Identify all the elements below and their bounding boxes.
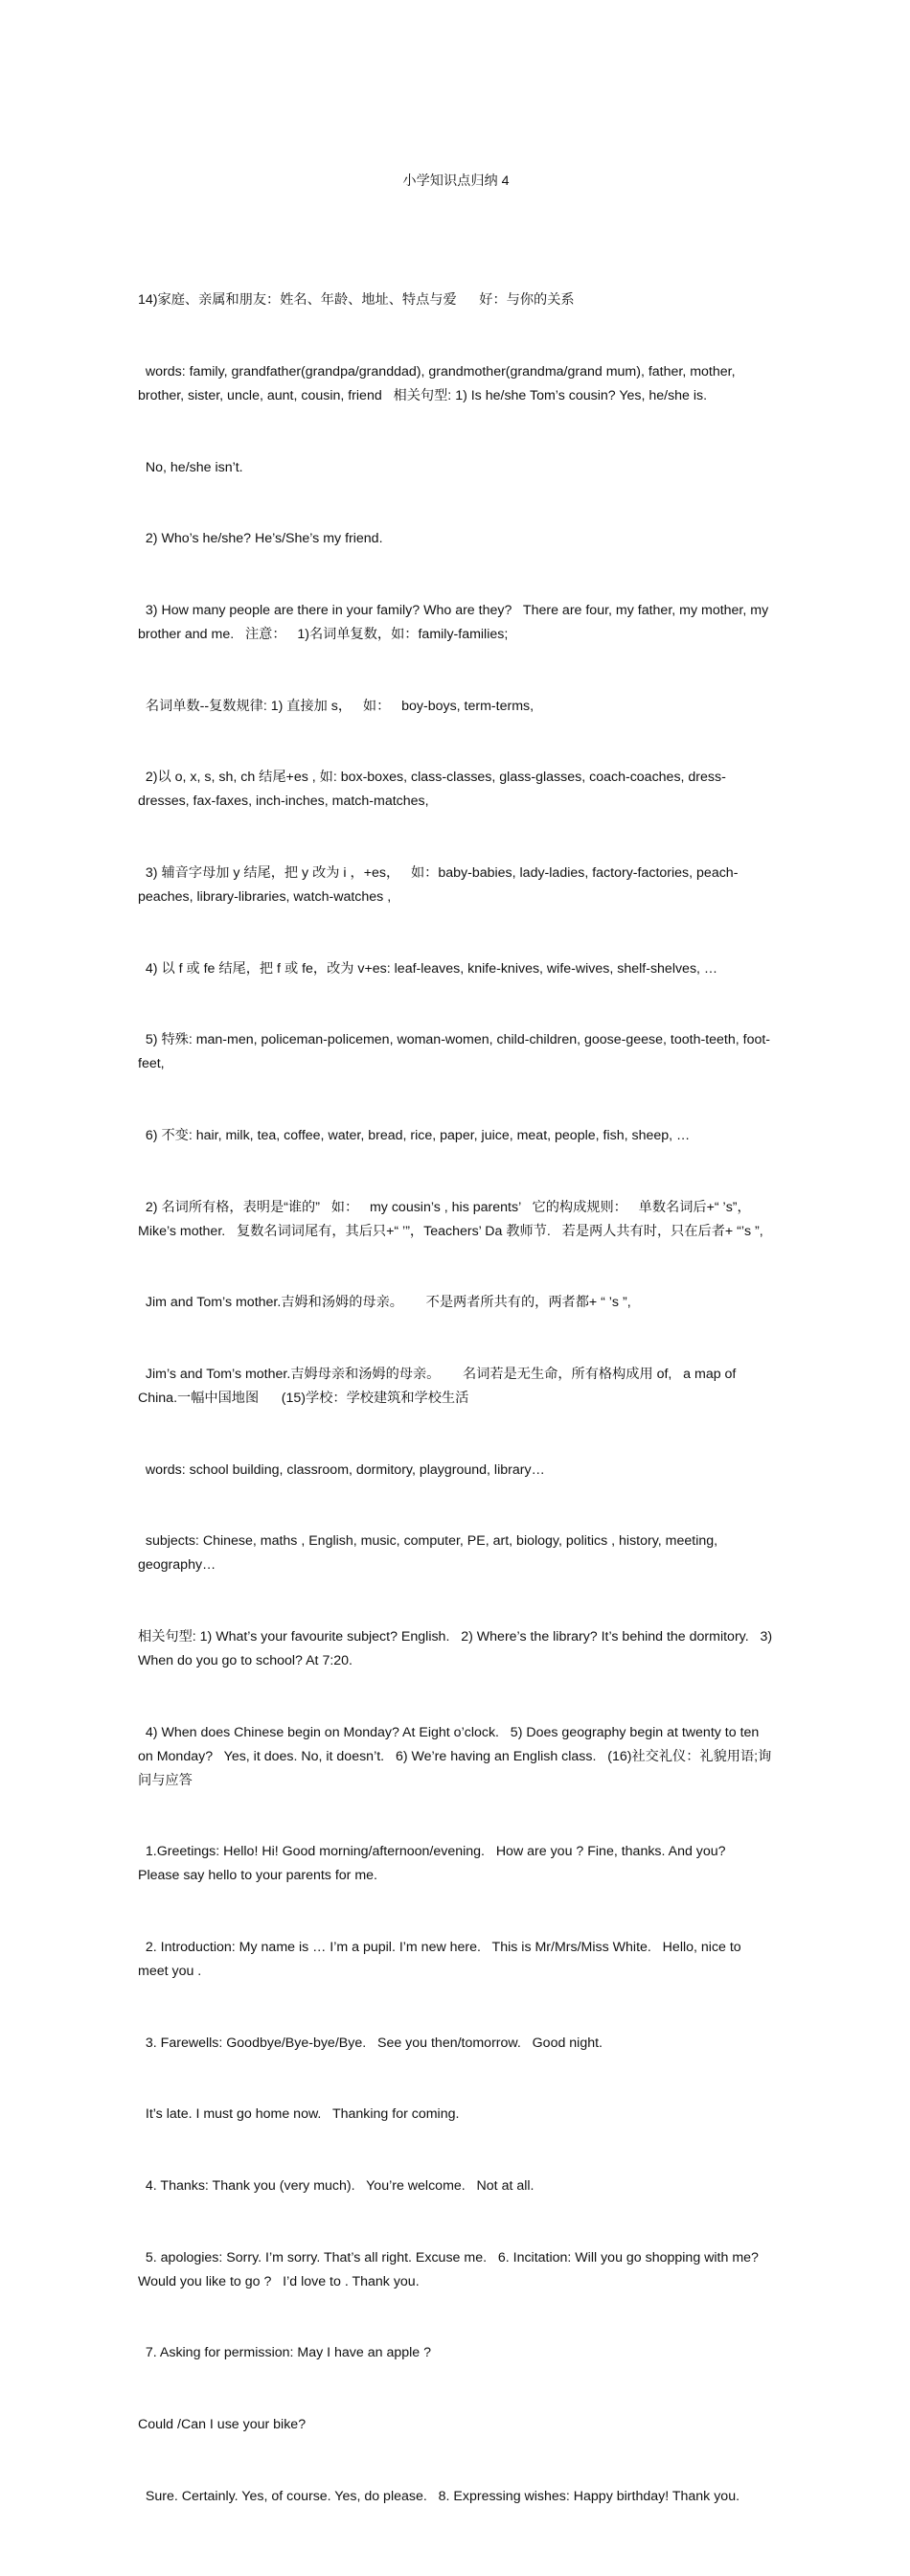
paragraph: 4) 以 f 或 fe 结尾，把 f 或 fe，改为 v+es: leaf-leaves, knife-knives, wife-wives, shelf-shelves, …: [138, 960, 718, 977]
paragraph: 2. Introduction: My name is … I’m a pupil. I’m new here. This is Mr/Mrs/Miss White. Hello, nice to meet you .: [138, 1939, 745, 1979]
paragraph: 3. Farewells: Goodbye/Bye-bye/Bye. See you then/tomorrow. Good night.: [138, 2035, 603, 2051]
paragraph: 2) 名词所有格，表明是“谁的” 如： my cousin’s , his parents’ 它的构成规则： 单数名词后+“ ’s”， Mike’s mother. 复数名词词尾有，其后只+“ ’”，Teachers’ Da 教师节. 若是两人共有时，只在后者+ “’s ”,: [138, 1199, 763, 1239]
paragraph: words: school building, classroom, dormitory, playground, library…: [138, 1461, 545, 1478]
paragraph: Jim’s and Tom’s mother.吉姆母亲和汤姆的母亲。 名词若是无生命，所有格构成用 of, a map of China.一幅中国地图 (15)学校：学校建筑和学校生活: [138, 1367, 740, 1407]
paragraph: 6) 不变: hair, milk, tea, coffee, water, bread, rice, paper, juice, meat, people, fish, sheep, …: [138, 1128, 691, 1144]
paragraph: It’s late. I must go home now. Thanking for coming.: [138, 2106, 460, 2123]
paragraph: 2) Who’s he/she? He’s/She’s my friend.: [138, 531, 383, 547]
paragraph: 7. Asking for permission: May I have an apple ?: [138, 2345, 431, 2361]
paragraph: No, he/she isn’t.: [138, 459, 243, 475]
paragraph: words: family, grandfather(grandpa/granddad), grandmother(grandma/grand mum), father, mother, brother, sister, uncle, aunt, cousin, friend 相关句型: 1) Is he/she Tom’s cousin? Yes, he/she is.: [138, 364, 739, 403]
paragraph: 4) When does Chinese begin on Monday? At Eight o’clock. 5) Does geography begin at twenty to ten on Monday? Yes, it does. No, it doesn’t. 6) We’re having an English class. (16)社交礼仪：礼貌用语;询问与应答: [138, 1724, 772, 1788]
paragraph: 1.Greetings: Hello! Hi! Good morning/afternoon/evening. How are you ? Fine, thanks. And you? Please say hello to your parents for me.: [138, 1844, 738, 1884]
paragraph: 3) How many people are there in your family? Who are they? There are four, my father, my mother, my brother and me. 注意： 1)名词单复数，如：family-families;: [138, 603, 773, 643]
paragraph: Could /Can I use your bike?: [138, 2417, 307, 2432]
paragraph: Sure. Certainly. Yes, of course. Yes, do please. 8. Expressing wishes: Happy birthday! Thank you.: [138, 2488, 740, 2504]
paragraph: 相关句型: 1) What’s your favourite subject? English. 2) Where’s the library? It’s behind the dormitory. 3) When do you go to school? At 7:20.: [138, 1629, 777, 1668]
paragraph: 4. Thanks: Thank you (very much). You’re welcome. Not at all.: [138, 2177, 535, 2194]
paragraph: 5. apologies: Sorry. I’m sorry. That’s all right. Excuse me. 6. Incitation: Will you go shopping with me? Would you like to go ? I’d love to . Thank you.: [138, 2249, 770, 2289]
paragraph: 5) 特殊: man-men, policeman-policemen, woman-women, child-children, goose-geese, tooth-teeth, foot-feet,: [138, 1032, 771, 1072]
paragraph: 3) 辅音字母加 y 结尾，把 y 改为 i ，+es， 如：baby-babies, lady-ladies, factory-factories, peach-peaches, library-libraries, watch-watches ,: [138, 865, 739, 905]
document-title: 小学知识点归纳 4: [402, 172, 510, 189]
paragraph: Jim and Tom’s mother.吉姆和汤姆的母亲。 不是两者所共有的，两者都+ “ ’s ”,: [138, 1295, 631, 1311]
paragraph: subjects: Chinese, maths , English, music, computer, PE, art, biology, politics , history, meeting, geography…: [138, 1533, 722, 1574]
document-page: [138, 122, 777, 2576]
document-body: [138, 242, 777, 2557]
paragraph: 名词单数--复数规律: 1) 直接加 s， 如： boy-boys, term-terms,: [138, 698, 535, 714]
paragraph: 2)以 o, x, s, sh, ch 结尾+es , 如: box-boxes, class-classes, glass-glasses, coach-coaches, dress-dresses, fax-faxes, inch-inches, match-matches,: [138, 770, 726, 810]
paragraph: 14)家庭、亲属和朋友：姓名、年龄、地址、特点与爱 好：与你的关系: [138, 292, 575, 309]
